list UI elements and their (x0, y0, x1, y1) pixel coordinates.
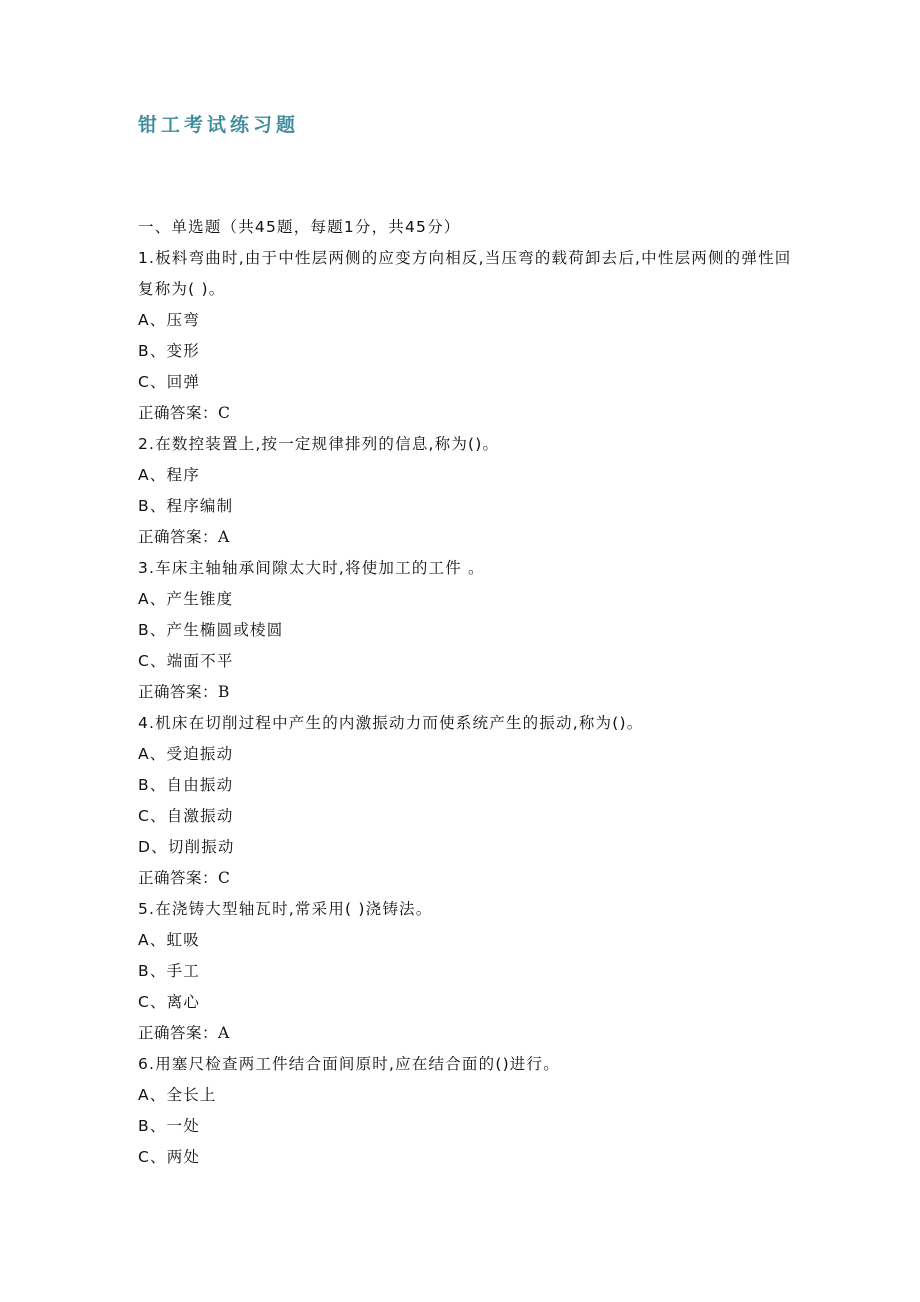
option-b: B、产生椭圆或棱圆 (138, 621, 284, 639)
correct-answer: 正确答案：A (138, 528, 230, 546)
option-c: C、回弹 (138, 373, 201, 391)
correct-answer: 正确答案：C (138, 869, 231, 887)
correct-answer: 正确答案：B (138, 683, 230, 701)
option-a: A、产生锥度 (138, 590, 234, 608)
option-b: B、手工 (138, 962, 200, 980)
option-d: D、切削振动 (138, 838, 235, 856)
question-text: 3.车床主轴轴承间隙太大时,将使加工的工件 。 (138, 559, 485, 577)
option-b: B、程序编制 (138, 497, 234, 515)
option-b: B、一处 (138, 1117, 200, 1135)
question-text: 2.在数控装置上,按一定规律排列的信息,称为()。 (138, 435, 500, 453)
option-c: C、自激振动 (138, 807, 234, 825)
option-a: A、受迫振动 (138, 745, 234, 763)
question-text: 5.在浇铸大型轴瓦时,常采用( )浇铸法。 (138, 900, 433, 918)
option-a: A、虹吸 (138, 931, 200, 949)
document-title: 钳工考试练习题 (138, 114, 300, 136)
correct-answer: 正确答案：C (138, 404, 231, 422)
question-text: 4.机床在切削过程中产生的内激振动力而使系统产生的振动,称为()。 (138, 714, 644, 732)
option-b: B、变形 (138, 342, 200, 360)
question-text: 1.板料弯曲时,由于中性层两侧的应变方向相反,当压弯的载荷卸去后,中性层两侧的弹性回复称为( )。 (138, 249, 792, 298)
option-a: A、压弯 (138, 311, 200, 329)
option-b: B、自由振动 (138, 776, 234, 794)
option-c: C、端面不平 (138, 652, 234, 670)
option-c: C、两处 (138, 1148, 201, 1166)
section-header: 一、单选题（共45题，每题1分，共45分） (138, 218, 461, 236)
option-a: A、全长上 (138, 1086, 217, 1104)
correct-answer: 正确答案：A (138, 1024, 230, 1042)
question-list (138, 212, 798, 1173)
option-c: C、离心 (138, 993, 201, 1011)
question-text: 6.用塞尺检查两工件结合面间原时,应在结合面的()进行。 (138, 1055, 560, 1073)
option-a: A、程序 (138, 466, 200, 484)
